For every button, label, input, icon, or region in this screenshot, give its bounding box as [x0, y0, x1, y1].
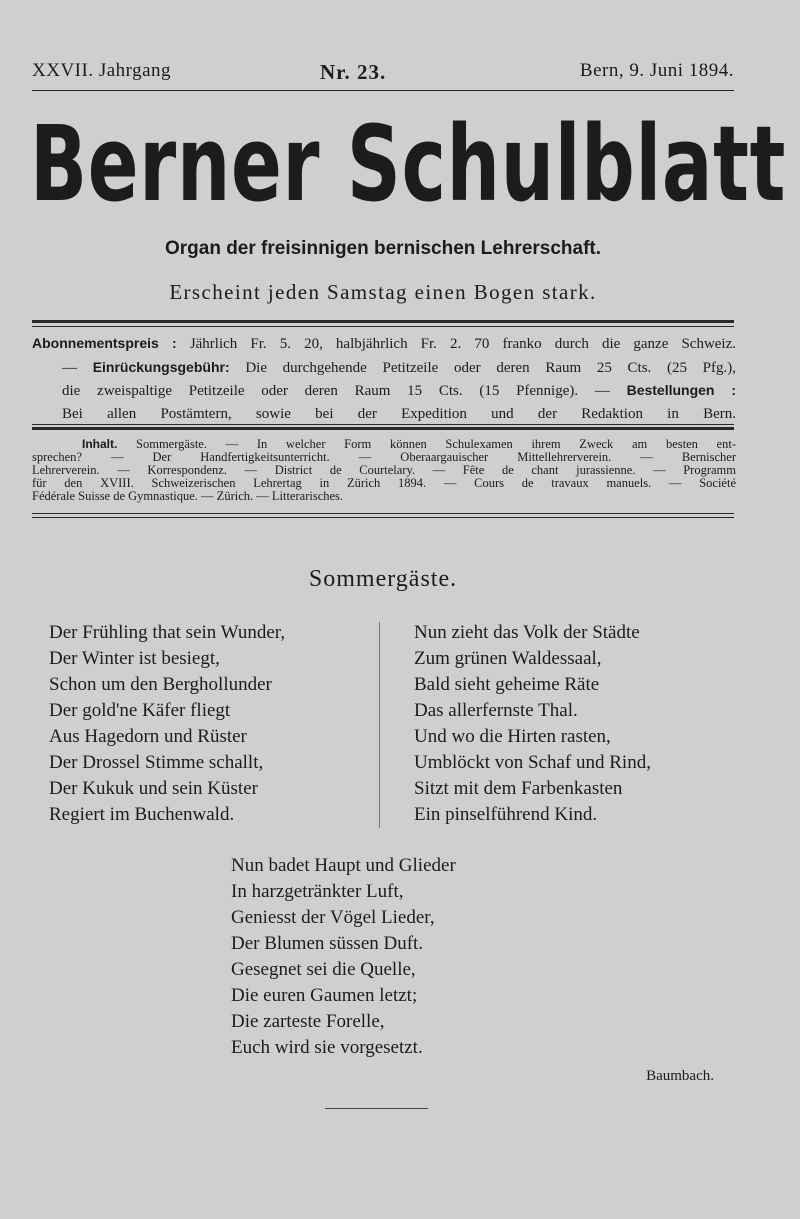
contents-rule-1: [32, 513, 734, 514]
abo-label: Abonnementspreis :: [32, 335, 177, 351]
table-of-contents: [32, 438, 736, 503]
poem-line: Nun zieht das Volk der Städte: [414, 622, 640, 643]
place-date: Bern, 9. Juni 1894.: [579, 60, 734, 81]
poem-line: Die euren Gaumen letzt;: [231, 985, 418, 1006]
publication-frequency: Erscheint jeden Samstag einen Bogen stark.: [169, 280, 597, 304]
poem-title: Sommergäste.: [308, 566, 458, 592]
abo-text: Jährlich Fr. 5. 20, halbjährlich Fr. 2. 70 franko durch die ganze Schweiz.: [189, 336, 737, 352]
column-divider: [379, 622, 380, 828]
poem-line: Gesegnet sei die Quelle,: [231, 959, 416, 980]
poem-line: Geniesst der Vögel Lieder,: [231, 907, 435, 928]
double-rule-top: [32, 320, 734, 323]
order-prefix: —: [594, 383, 610, 399]
ad-text: Die durchgehende Petitzeile oder deren Raum 25 Cts. (25 Pfg.),: [245, 359, 737, 376]
poem-stanza-2: [414, 620, 651, 828]
poem-stanza-3: [231, 853, 456, 1061]
contents-line-3: Lehrerverein. — Korrespondenz. — District de Courtelary. — Fête de chant jurassienne. — Programm: [32, 463, 736, 477]
ad-prefix: —: [62, 359, 77, 376]
masthead-title: Berner Schulblatt: [30, 103, 787, 225]
ad-label: Einrückungsgebühr:: [92, 358, 230, 375]
contents-rule-2: [32, 517, 734, 518]
poem-line: Umblöckt von Schaf und Rind,: [414, 752, 651, 773]
volume-label: XXVII. Jahrgang: [32, 60, 172, 81]
poem-line: Bald sieht geheime Räte: [414, 674, 600, 695]
contents-line-2: sprechen? — Der Handfertigkeitsunterricht. — Oberaargauischer Mittellehrerverein. — Bernischer: [32, 450, 736, 464]
issue-number: Nr. 23.: [320, 60, 387, 84]
header-rule: [32, 90, 734, 91]
poem-line: Zum grünen Waldessaal,: [414, 648, 602, 669]
ad-text-2: die zweispaltige Petitzeile oder deren Raum 15 Cts. (15 Pfennige).: [62, 383, 579, 399]
masthead-subtitle: Organ der freisinnigen bernischen Lehrerschaft.: [164, 238, 602, 259]
order-label: Bestellungen :: [626, 382, 736, 398]
poem-line: Die zarteste Forelle,: [231, 1011, 385, 1032]
subscription-line-1: [32, 332, 736, 356]
poem-line: Und wo die Hirten rasten,: [414, 726, 611, 747]
poem-line: Sitzt mit dem Farbenkasten: [414, 778, 623, 799]
subscription-line-2: [32, 356, 736, 380]
issue-header: [32, 60, 734, 88]
poem-line: In harzgetränkter Luft,: [231, 881, 404, 902]
poem-author: Baumbach.: [646, 1068, 714, 1084]
poem-line: Euch wird sie vorgesetzt.: [231, 1037, 423, 1058]
poem-line: Der gold'ne Käfer fliegt: [49, 700, 231, 721]
poem-stanza-1: [49, 620, 285, 828]
subscription-line-3: [32, 379, 736, 403]
double-rule-mid: [32, 427, 734, 430]
poem-line: Der Winter ist besiegt,: [49, 648, 220, 669]
double-rule-mid-thin: [32, 424, 734, 425]
poem-line: Schon um den Berghollunder: [49, 674, 272, 695]
poem-line: Aus Hagedorn und Rüster: [49, 726, 247, 747]
contents-label: Inhalt.: [82, 437, 118, 451]
contents-line-5: Fédérale Suisse de Gymnastique. — Zürich. — Litterarisches.: [32, 489, 344, 503]
contents-line-4: für den XVIII. Schweizerischen Lehrertag in Zürich 1894. — Cours de travaux manuels. — Société: [32, 476, 736, 490]
subscription-info: [32, 332, 736, 425]
end-rule: [325, 1108, 428, 1109]
contents-text-1: Sommergäste. — In welcher Form können Schulexamen ihrem Zweck am besten ent-: [136, 437, 736, 451]
poem-line: Ein pinselführend Kind.: [414, 804, 598, 825]
double-rule-top-thin: [32, 326, 734, 327]
poem-line: Das allerfernste Thal.: [414, 700, 578, 721]
order-text: Bei allen Postämtern, sowie bei der Expedition und der Redaktion in Bern.: [62, 405, 736, 422]
poem-line: Der Frühling that sein Wunder,: [49, 622, 286, 643]
poem-line: Der Kukuk und sein Küster: [49, 778, 258, 799]
poem-line: Regiert im Buchenwald.: [49, 804, 235, 825]
poem-line: Der Blumen süssen Duft.: [231, 933, 424, 954]
poem-line: Nun badet Haupt und Glieder: [231, 855, 456, 876]
poem-line: Der Drossel Stimme schallt,: [49, 752, 264, 773]
subscription-line-4: [32, 403, 736, 426]
